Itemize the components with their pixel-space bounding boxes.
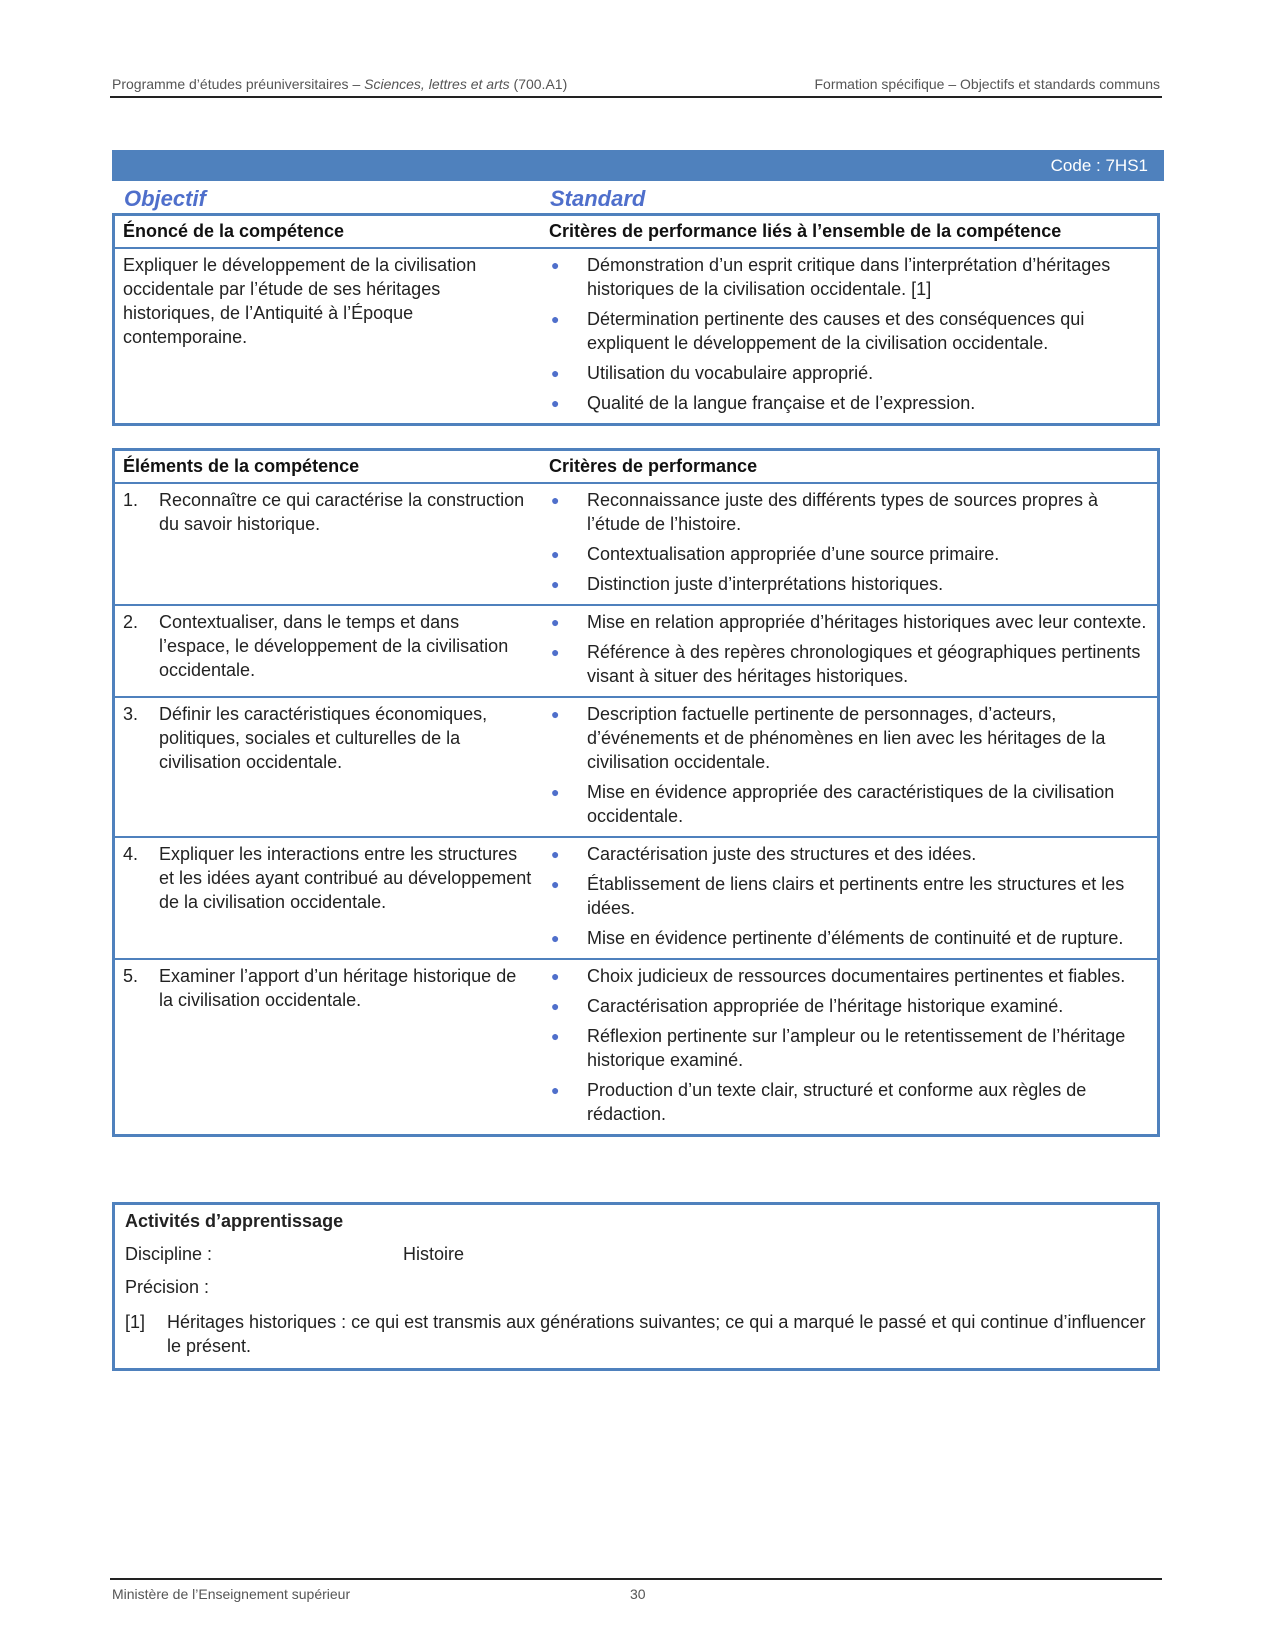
element-text: Reconnaître ce qui caractérise la construction du savoir historique.: [159, 490, 525, 534]
objective-label: Objectif: [124, 186, 206, 211]
bullet-icon: ●: [551, 876, 560, 892]
page-footer: [110, 1578, 1162, 1602]
competence-statement-header: Énoncé de la compétence: [123, 221, 345, 241]
criterion-item: ● Reconnaissance juste des différents types de sources propres à l’étude de l’histoire.: [551, 490, 1098, 534]
element-text: Expliquer les interactions entre les structures et les idées ayant contribué au développement de la civilisation occidentale.: [159, 844, 532, 912]
discipline-line: [115, 1238, 1157, 1271]
bullet-icon: ●: [551, 1028, 560, 1044]
criterion-item: ● Mise en relation appropriée d’héritages historiques avec leur contexte.: [551, 612, 1147, 632]
discipline-value: Histoire: [403, 1244, 465, 1264]
activities-box: [112, 1202, 1160, 1371]
competence-table: [112, 213, 1160, 426]
criterion-item: ● Réflexion pertinente sur l’ampleur ou le retentissement de l’héritage historique examiné.: [551, 1026, 1126, 1070]
bullet-icon: ●: [551, 784, 560, 800]
page-header: [110, 76, 1162, 98]
standard-label: Standard: [550, 186, 646, 211]
element-row: [115, 838, 1157, 960]
bullet-icon: ●: [551, 257, 560, 273]
criterion-item: ● Référence à des repères chronologiques et géographiques pertinents visant à situer des héritages historiques.: [551, 642, 1141, 686]
element-criteria-list: [549, 488, 1149, 596]
bullet-icon: ●: [551, 930, 560, 946]
element-number: 2.: [123, 612, 139, 632]
bullet-icon: ●: [551, 1082, 560, 1098]
element-number: 1.: [123, 490, 139, 510]
element-criteria-list: [549, 702, 1149, 828]
element-criteria-list: [549, 964, 1149, 1126]
bullet-icon: ●: [551, 365, 560, 381]
page-number: 30: [630, 1586, 646, 1602]
footnote-text: Héritages historiques : ce qui est transmis aux générations suivantes; ce qui a marqué le passé et qui continue d’influencer le présent.: [167, 1312, 1146, 1356]
code-bar: [112, 150, 1164, 181]
criterion-item: ● Contextualisation appropriée d’une source primaire.: [551, 544, 1000, 564]
bullet-icon: ●: [551, 998, 560, 1014]
competence-body-row: [115, 249, 1157, 423]
criterion-item: ● Production d’un texte clair, structuré et conforme aux règles de rédaction.: [551, 1080, 1087, 1124]
footnote: [115, 1304, 1157, 1368]
bullet-icon: ●: [551, 706, 560, 722]
bullet-icon: ●: [551, 644, 560, 660]
element-row: [115, 698, 1157, 838]
element-row: [115, 484, 1157, 606]
criterion-item: ● Mise en évidence pertinente d’éléments de continuité et de rupture.: [551, 928, 1124, 948]
element-text: Examiner l’apport d’un héritage historique de la civilisation occidentale.: [159, 966, 517, 1010]
element-criteria-list: [549, 610, 1149, 688]
discipline-label: Discipline :: [125, 1244, 213, 1264]
precision-line: [115, 1271, 1157, 1304]
element-number: 3.: [123, 704, 139, 724]
competence-header-row: [115, 216, 1157, 249]
competence-statement: Expliquer le développement de la civilisation occidentale par l’étude de ses héritages historiques, de l’Antiquité à l’Époque contemporaine.: [123, 255, 477, 347]
criterion-item: ● Choix judicieux de ressources documentaires pertinentes et fiables.: [551, 966, 1126, 986]
criterion-item: ● Utilisation du vocabulaire approprié.: [551, 363, 874, 383]
program-title: Sciences, lettres et arts: [364, 76, 510, 92]
criterion-item: ● Caractérisation appropriée de l’héritage historique examiné.: [551, 996, 1064, 1016]
elements-header: Éléments de la compétence: [123, 456, 360, 476]
element-criteria-list: [549, 842, 1149, 950]
element-number: 4.: [123, 844, 139, 864]
criterion-item: ● Description factuelle pertinente de personnages, d’acteurs, d’événements et de phénomènes en lien avec les héritages de la civilisation occidentale.: [551, 704, 1106, 772]
element-row: [115, 960, 1157, 1134]
element-row: [115, 606, 1157, 698]
footnote-ref: [1]: [125, 1312, 146, 1332]
criterion-item: ● Démonstration d’un esprit critique dans l’interprétation d’héritages historiques de la civilisation occidentale. [1]: [551, 255, 1111, 299]
bullet-icon: ●: [551, 311, 560, 327]
competence-criteria-header: Critères de performance liés à l’ensemble de la compétence: [549, 221, 1062, 241]
elements-table: [112, 448, 1160, 1137]
competence-criteria-list: [549, 253, 1149, 415]
section-name: Formation spécifique – Objectifs et standards communs: [814, 76, 1160, 92]
precision-label: Précision :: [125, 1277, 210, 1297]
bullet-icon: ●: [551, 968, 560, 984]
bullet-icon: ●: [551, 614, 560, 630]
bullet-icon: ●: [551, 576, 560, 592]
competency-code: Code : 7HS1: [1050, 156, 1148, 175]
criterion-item: ● Mise en évidence appropriée des caractéristiques de la civilisation occidentale.: [551, 782, 1115, 826]
element-text: Contextualiser, dans le temps et dans l’espace, le développement de la civilisation occidentale.: [159, 612, 509, 680]
element-number: 5.: [123, 966, 139, 986]
criterion-item: ● Caractérisation juste des structures et des idées.: [551, 844, 977, 864]
criterion-item: ● Établissement de liens clairs et pertinents entre les structures et les idées.: [551, 874, 1125, 918]
element-text: Définir les caractéristiques économiques, politiques, sociales et culturelles de la civilisation occidentale.: [159, 704, 488, 772]
elements-header-row: [115, 451, 1157, 484]
bullet-icon: ●: [551, 395, 560, 411]
bullet-icon: ●: [551, 492, 560, 508]
elements-criteria-header: Critères de performance: [549, 456, 758, 476]
objective-standard-labels: [112, 184, 1164, 214]
ministry-name: Ministère de l’Enseignement supérieur: [112, 1586, 351, 1602]
criterion-item: ● Qualité de la langue française et de l’expression.: [551, 393, 976, 413]
bullet-icon: ●: [551, 846, 560, 862]
criterion-item: ● Détermination pertinente des causes et des conséquences qui expliquent le développement de la civilisation occidentale.: [551, 309, 1085, 353]
bullet-icon: ●: [551, 546, 560, 562]
criterion-item: ● Distinction juste d’interprétations historiques.: [551, 574, 944, 594]
program-name: Programme d’études préuniversitaires – Sciences, lettres et arts (700.A1): [112, 76, 568, 92]
activities-title: Activités d’apprentissage: [125, 1211, 344, 1231]
